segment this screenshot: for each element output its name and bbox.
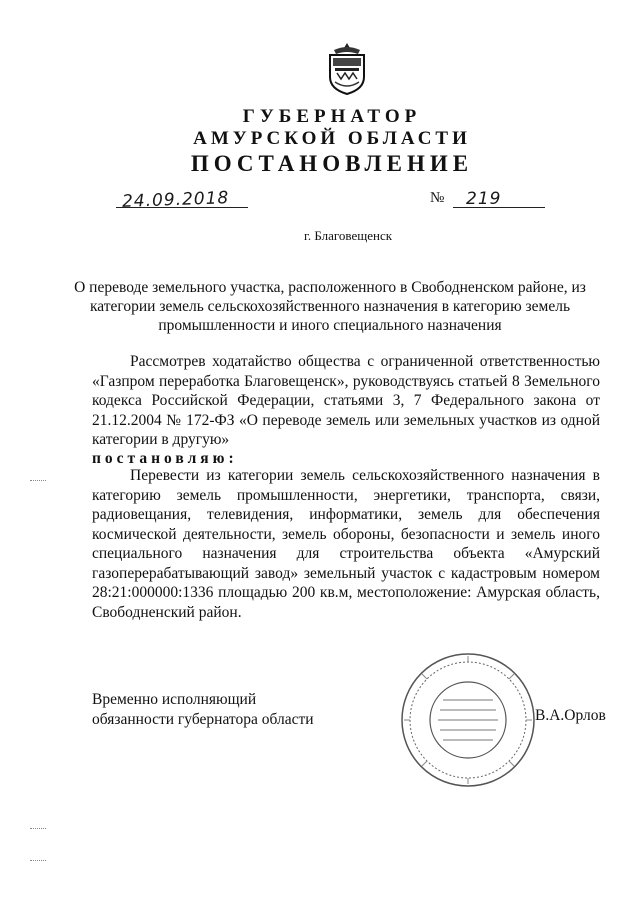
resolve-word: постановляю: bbox=[92, 450, 238, 467]
city-name: г. Благовещенск bbox=[303, 228, 393, 243]
document-type: ПОСТАНОВЛЕНИЕ bbox=[190, 151, 474, 176]
document-number: 219 bbox=[466, 189, 502, 209]
margin-mark bbox=[30, 860, 46, 861]
date-underline bbox=[116, 207, 248, 208]
margin-mark bbox=[30, 828, 46, 829]
number-label: № bbox=[430, 190, 445, 206]
preamble-paragraph: Рассмотрев ходатайство общества с ограниченной ответственностью «Газпром переработка Благовещенск», руководствуясь статьей 8 Земельного кодекса Российской Федерации, статьями 3, 7 Федерального закона от 21.12.2004 № 172-ФЗ «О переводе земель или земельных участков из одной категории в другую» bbox=[92, 353, 600, 448]
signatory-position-line2: обязанности губернатора области bbox=[92, 711, 314, 728]
coat-of-arms-icon bbox=[326, 42, 368, 96]
issuer-region: АМУРСКОЙ ОБЛАСТИ bbox=[193, 128, 471, 149]
document-title: О переводе земельного участка, расположенного в Свободненском районе, из категории земель сельскохозяйственного назначения в категорию земель промышленности и иного специального назначения bbox=[74, 279, 586, 334]
signatory-position bbox=[92, 690, 314, 730]
official-stamp-icon bbox=[398, 650, 538, 790]
number-underline bbox=[453, 207, 545, 208]
decision-paragraph: Перевести из категории земель сельскохозяйственного назначения в категорию земель промышленности, энергетики, транспорта, связи, радиовещания, телевидения, информатики, земель для обеспечения космической деятельности, земель обороны, безопасности и земель иного специального назначения для строительства объекта «Амурский газоперерабатывающий завод» земельный участок с кадастровым номером 28:21:000000:1336 площадью 200 кв.м, местоположение: Амурская область, Свободненский район. bbox=[92, 467, 600, 621]
document-date: 24.09.2018 bbox=[121, 188, 230, 212]
signatory-position-line1: Временно исполняющий bbox=[92, 691, 257, 708]
margin-mark bbox=[30, 480, 46, 481]
signatory-name: В.А.Орлов bbox=[535, 707, 606, 724]
issuer-title: ГУБЕРНАТОР bbox=[242, 106, 422, 127]
